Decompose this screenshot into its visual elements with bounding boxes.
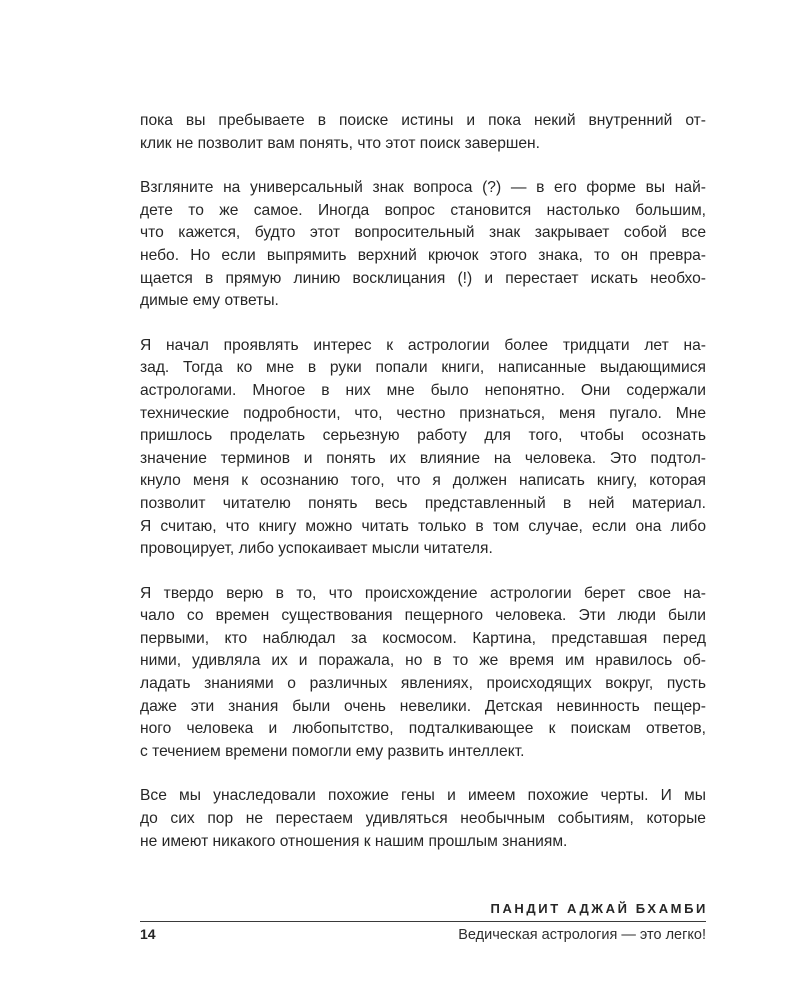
text-line: технические подробности, что, честно признаться, меня пугало. Мне — [140, 404, 706, 422]
paragraph — [140, 785, 706, 853]
text-line: Я твердо верю в то, что происхождение астрологии берет свое на- — [140, 584, 706, 602]
text-line: ладать знаниями о различных явлениях, происходящих вокруг, пусть — [140, 675, 706, 693]
text-line: не имеют никакого отношения к нашим прошлым знаниям. — [140, 832, 568, 850]
text-line: чало со времен существования пещерного человека. Эти люди были — [140, 607, 706, 625]
footer-row — [140, 922, 706, 946]
text-line: ними, удивляла их и поражала, но в то же время им нравилось об- — [140, 652, 706, 670]
text-line: Все мы унаследовали похожие гены и имеем похожие черты. И мы — [140, 787, 706, 805]
text-line: димые ему ответы. — [140, 292, 279, 310]
text-line: ного человека и любопытство, подталкивающее к поискам ответов, — [140, 720, 706, 738]
text-line: щается в прямую линию восклицания (!) и перестает искать необхо- — [140, 269, 706, 287]
text-line: дете то же самое. Иногда вопрос становится настолько большим, — [140, 201, 706, 219]
page-footer — [140, 900, 706, 946]
text-line: пришлось проделать серьезную работу для того, чтобы осознать — [140, 427, 706, 445]
text-line: зад. Тогда ко мне в руки попали книги, написанные выдающимися — [140, 359, 706, 377]
text-line: небо. Но если выпрямить верхний крючок этого знака, то он превра- — [140, 246, 706, 264]
paragraph — [140, 177, 706, 313]
text-line: первыми, кто наблюдал за космосом. Картина, представшая перед — [140, 629, 706, 647]
page-number: 14 — [140, 926, 156, 942]
text-line: позволит читателю понять весь представленный в ней материал. — [140, 494, 706, 512]
paragraph — [140, 110, 706, 155]
text-line: Я считаю, что книгу можно читать только в том случае, если она либо — [140, 517, 706, 535]
text-line: с течением времени помогли ему развить интеллект. — [140, 742, 525, 760]
text-line: что кажется, будто этот вопросительный знак закрывает собой все — [140, 224, 706, 242]
text-line: провоцирует, либо успокаивает мысли читателя. — [140, 540, 493, 558]
text-line: кнуло меня к осознанию того, что я должен написать книгу, которая — [140, 472, 706, 490]
paragraph — [140, 335, 706, 561]
text-line: клик не позволит вам понять, что этот поиск завершен. — [140, 134, 540, 152]
text-line: астрологами. Многое в них мне было непонятно. Они содержали — [140, 381, 706, 399]
running-head-book-title: Ведическая астрология — это легко! — [458, 927, 706, 943]
text-line: пока вы пребываете в поиске истины и пока некий внутренний от- — [140, 112, 706, 129]
text-line: значение терминов и понять их влияние на человека. Это подтол- — [140, 449, 706, 467]
body-text — [140, 110, 706, 875]
text-line: Я начал проявлять интерес к астрологии более тридцати лет на- — [140, 336, 706, 354]
text-line: Взгляните на универсальный знак вопроса (?) — в его форме вы най- — [140, 179, 706, 197]
running-head-author: ПАНДИТ АДЖАЙ БХАМБИ — [490, 901, 708, 916]
text-line: до сих пор не перестаем удивляться необычным событиям, которые — [140, 810, 706, 828]
text-line: даже эти знания были очень невелики. Детская невинность пещер- — [140, 697, 706, 715]
paragraph — [140, 583, 706, 764]
